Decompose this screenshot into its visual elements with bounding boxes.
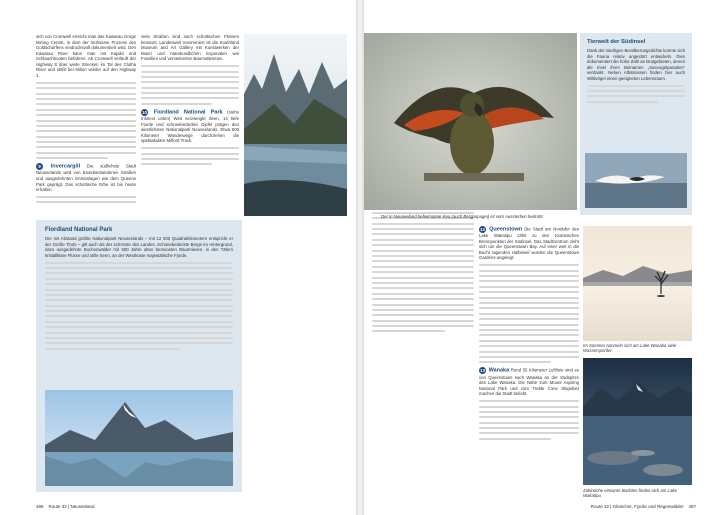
sidebar-title: Tierwelt der Südinsel — [587, 39, 646, 45]
infobox-title: Fiordland National Park — [45, 227, 113, 233]
lake-caption: Zahlreiche einsame Buchten finden sich am Lake Wakatipu — [583, 488, 677, 498]
book-gutter — [356, 0, 364, 515]
fiordland-photo — [244, 34, 347, 216]
section-10-title: Fiordland National Park — [153, 109, 223, 116]
right-column-2 — [479, 226, 579, 443]
right-footer-route: Route 32 | Gletscher, Fjorde und Regenwälder — [590, 504, 684, 509]
sidebar-text: Dank der niedrigen Bevölkerungsdichte konnte sich die Fauna relativ ungestört entwickeln. Dies dokumentiert die hohe Zahl an Brutgebieten, denen die Insel ihren Beinamen „Seevogelparadies“ verdankt. Neben Albatrossen finden hier auch Wildvögel einen geeigneten Lebensraum. — [587, 48, 685, 81]
milford-sound-photo — [45, 390, 233, 486]
fiordland-infobox — [36, 220, 242, 492]
tree-caption: Im Sommer tummeln sich am Lake Wanaka viele Wassersportler. — [583, 343, 677, 353]
left-col2-text: viele Straßen sind nach schottischen Flüssen benannt. Landesweit renommiert ist die Southland Museum and Art Gallery mit Kunstwerken der Maori und naturkundlichen Exponaten wie Fossilien und versteinerten Baumstämmen. — [141, 34, 239, 62]
section-9-number: 9 — [36, 163, 43, 170]
lake-wakatipu-photo — [583, 358, 692, 485]
lake-wanaka-tree-photo — [583, 226, 692, 341]
kea-photo — [364, 33, 577, 210]
right-footer — [591, 504, 696, 509]
section-12-text: Die Stadt am Nordufer des Lake Wakatipu zählt zu den touristischen Brennpunkten der Südinsel. Das Stadtzentrum zieht sich um die Queenstown Bay. Auf einer weit in die Bucht ragenden Halbinsel wurden die Queenstown Gardens angelegt. — [479, 226, 580, 261]
section-9-title: Invercargill — [50, 163, 81, 170]
section-10-number: 10 — [141, 109, 147, 115]
section-12-title: Queenstown — [489, 226, 523, 233]
section-10-ref: (siehe Infotext unten) — [141, 109, 239, 122]
right-page — [364, 0, 720, 515]
section-13-title: Wanaka — [488, 367, 510, 374]
kea-caption: Der in Neuseeland beheimatete Kea (auch Bergpapagei) ist vom Aussterben bedroht. — [381, 214, 544, 219]
section-13-text: Rund 55 Kilometer Luftlinie sind es von Queenstown nach Wanaka an der Südspitze des Lake Wanaka. Die Nähe zum Mount Aspiring National Park und zum Treble Cone Skigebiet machen die Stadt beliebt. — [479, 367, 580, 397]
infobox-text: Der mit Abstand größte Nationalpark Neuseelands – mit 12 000 Quadratkilometern entspricht er der Größe Tirols – gilt auch als der schönste des Landes. Schneebedeckte Berge im Hintergrund, dazu ausgedehnte Buchenwälder mit 500 Jahre alten bemoosten Baumriesen, in den Tälern kristallklare Flüsse und stille Seen, an der Westküste majestätische Fjorde. — [45, 236, 233, 258]
section-10-text: Weit verzweigte Seen, 14 tiefe Fjorde und schneebedeckte Gipfel prägen den westlichsten Nationalpark Neuseelands. Etwa 500 Kilometer Wanderwege durchziehen die spektakuläre Milford Track. — [141, 116, 239, 144]
left-col1-intro: sich von Cromwell erreicht man das Kawarau Gorge Mining Centre, in dem der mühsame Prozess des Goldschürfens eindrucksvoll dokumentiert wird. Den Kawarau River kann man mit Kajaks und Schlauchbooten befahren. Ab Cromwell verläuft der Highway 8 über weite Strecken im Tal des Clutha River und stößt bei Milton wieder auf den Highway 1. — [36, 34, 136, 78]
section-9-text: Die südlichste Stadt Neuseelands wird von baumbestandenen Straßen und ausgedehnten Grünanlagen wie dem Queens Park geprägt. Das schottische Erbe ist bis heute erhalten. — [36, 163, 136, 193]
left-footer — [36, 504, 94, 509]
tierwelt-sidebar — [580, 33, 692, 215]
left-page — [0, 0, 356, 515]
section-12-number: 12 — [479, 227, 485, 232]
right-page-number: 487 — [688, 504, 696, 509]
left-page-number: 486 — [36, 504, 44, 509]
albatross-photo — [585, 153, 687, 208]
left-column-2 — [141, 34, 239, 169]
left-column-1 — [36, 34, 136, 207]
section-13-number: 13 — [479, 368, 485, 374]
left-footer-route: Route 32 | Neuseeland — [48, 504, 95, 509]
